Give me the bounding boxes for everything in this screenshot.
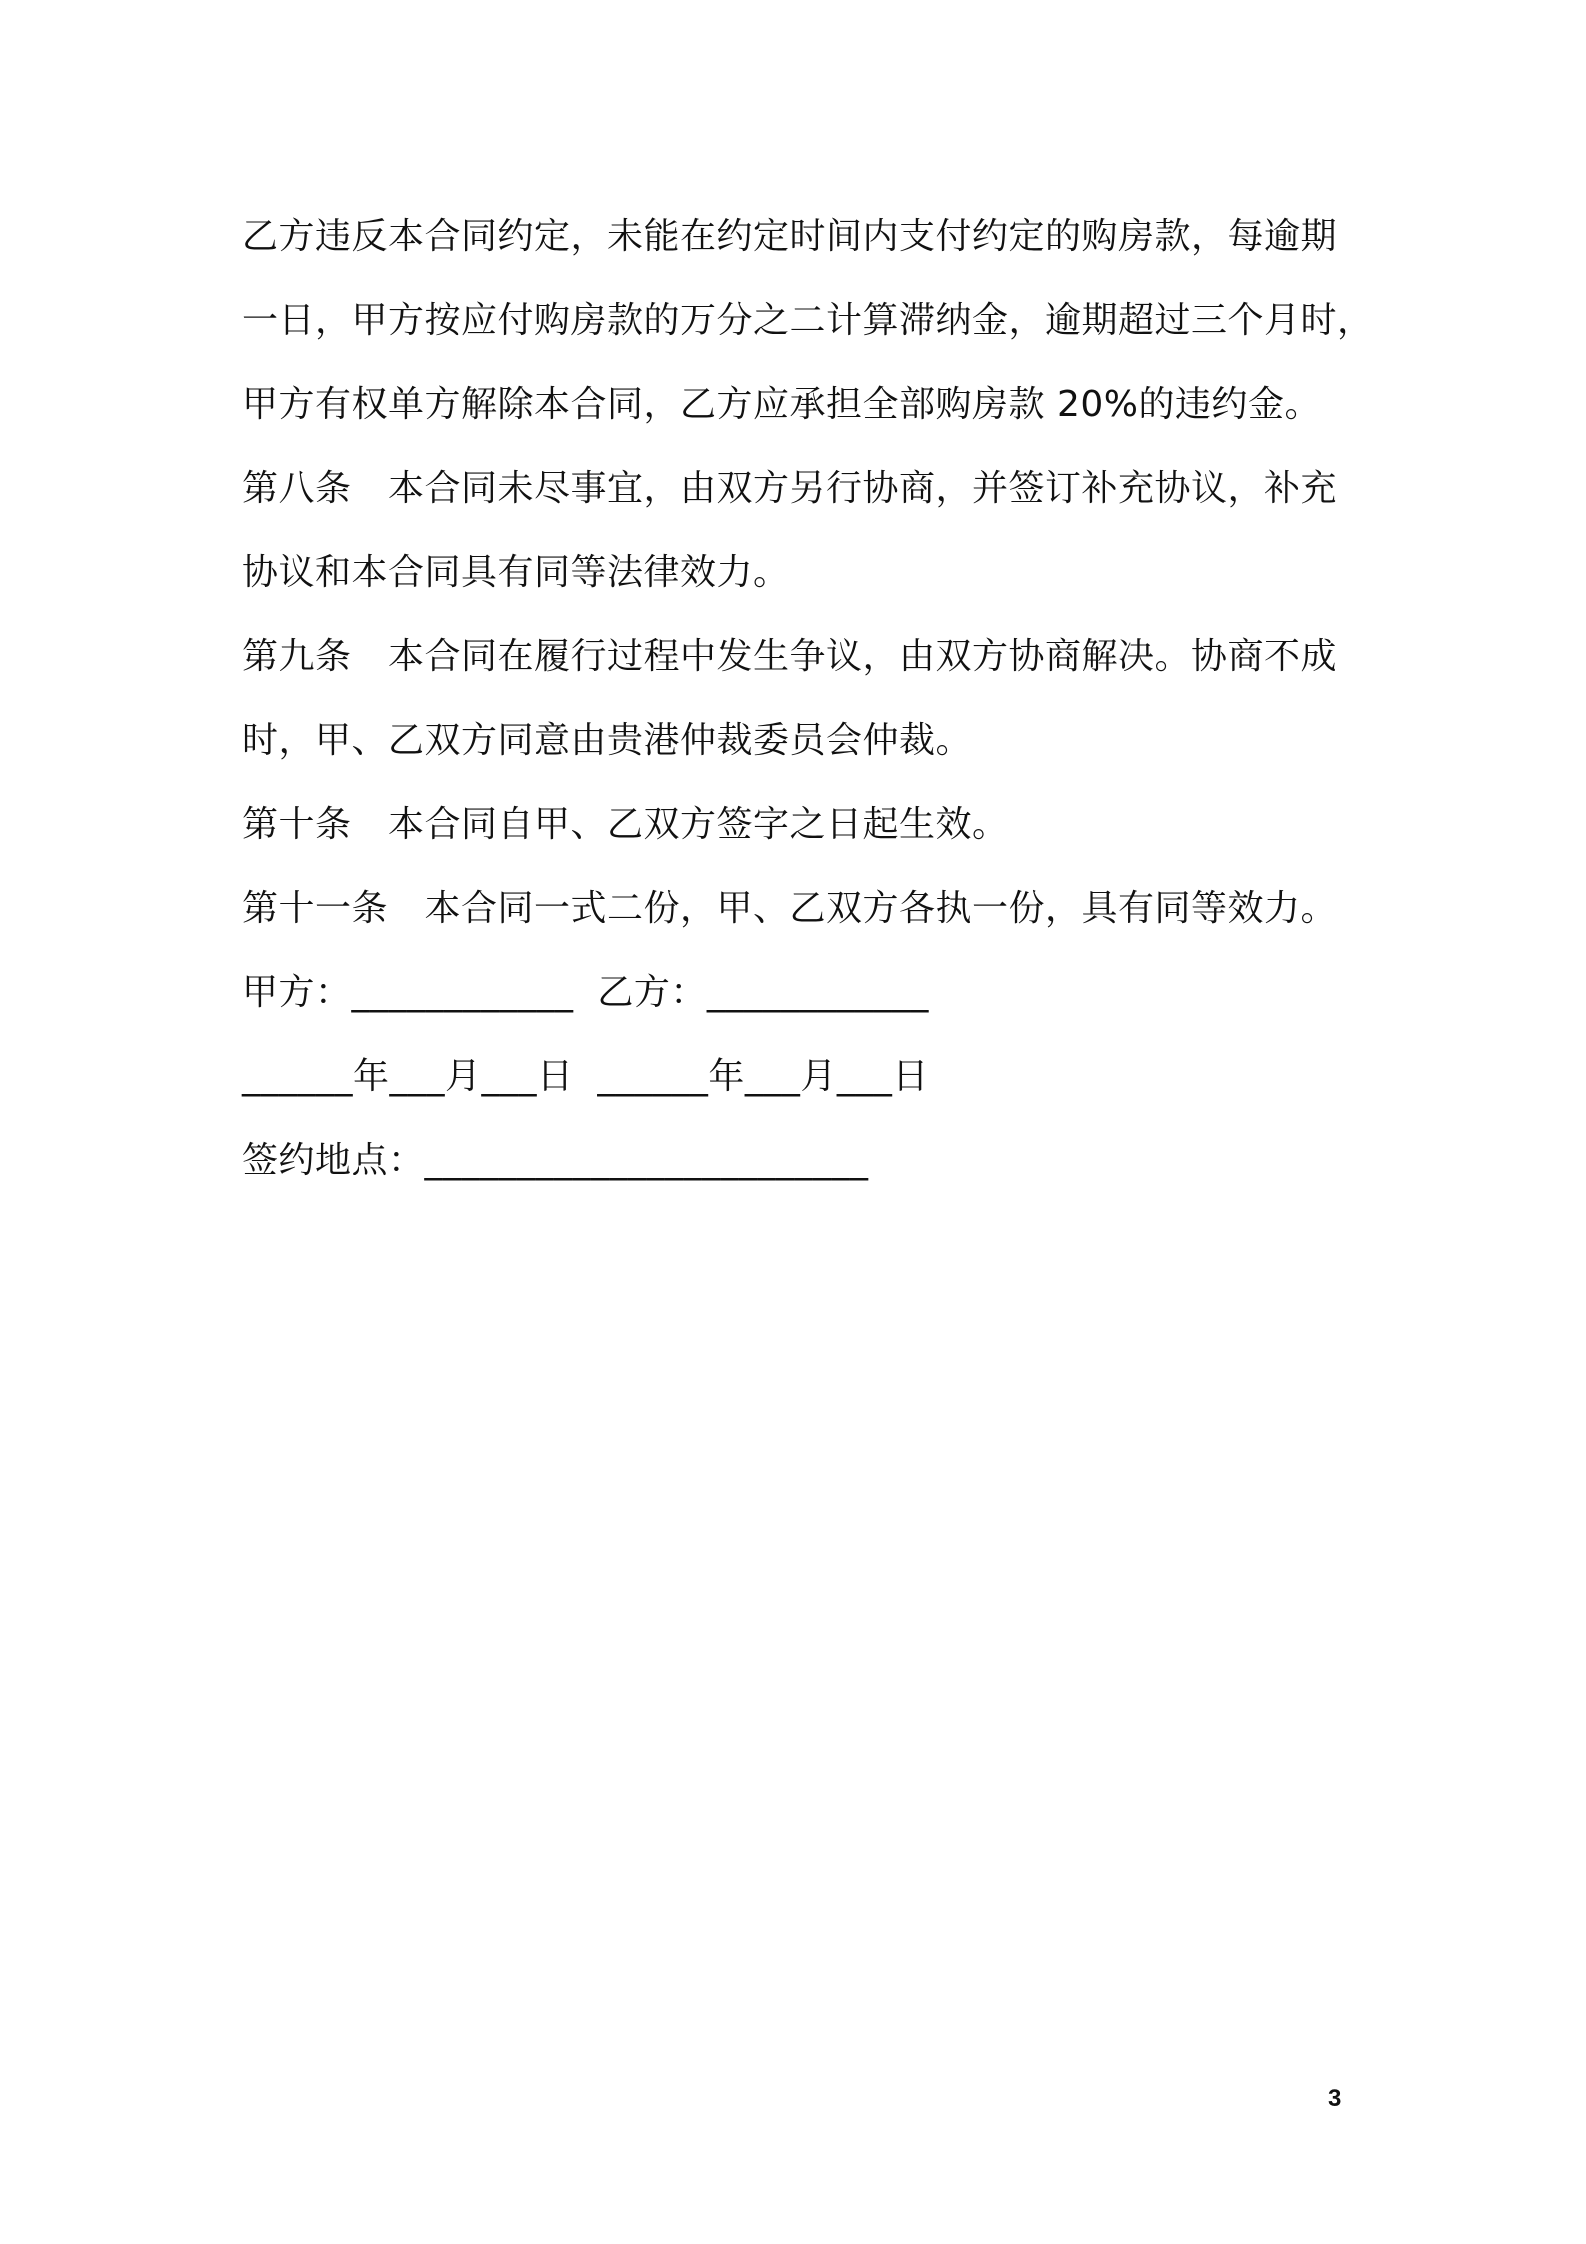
line-text: 甲方：____________ 乙方：____________ bbox=[242, 972, 929, 1013]
line-text: 第九条 本合同在履行过程中发生争议，由双方协商解决。协商不成 bbox=[242, 636, 1338, 677]
line-text: 时，甲、乙双方同意由贵港仲裁委员会仲裁。 bbox=[242, 720, 973, 761]
contract-body bbox=[242, 195, 1372, 1203]
article-eleven-line bbox=[242, 867, 1372, 951]
line-text: 第十条 本合同自甲、乙双方签字之日起生效。 bbox=[242, 804, 1009, 845]
paragraph-line bbox=[242, 699, 1372, 783]
party-signature-line bbox=[242, 951, 1372, 1035]
line-text: 一日，甲方按应付购房款的万分之二计算滞纳金，逾期超过三个月时， bbox=[242, 300, 1374, 341]
line-text: 第十一条 本合同一式二份，甲、乙双方各执一份，具有同等效力。 bbox=[242, 888, 1338, 929]
paragraph-line bbox=[242, 531, 1372, 615]
article-ten-line bbox=[242, 783, 1372, 867]
date-signature-line bbox=[242, 1035, 1372, 1119]
line-text: 协议和本合同具有同等法律效力。 bbox=[242, 552, 790, 593]
article-nine-line bbox=[242, 615, 1372, 699]
paragraph-line bbox=[242, 279, 1372, 363]
line-text: ______年___月___日 ______年___月___日 bbox=[242, 1056, 929, 1097]
article-eight-line bbox=[242, 447, 1372, 531]
line-text: 第八条 本合同未尽事宜，由双方另行协商，并签订补充协议，补充 bbox=[242, 468, 1338, 509]
line-text: 乙方违反本合同约定，未能在约定时间内支付约定的购房款，每逾期 bbox=[242, 216, 1338, 257]
signing-place-line bbox=[242, 1119, 1372, 1203]
line-text: 签约地点：________________________ bbox=[242, 1140, 869, 1181]
paragraph-line bbox=[242, 195, 1372, 279]
line-text: 甲方有权单方解除本合同，乙方应承担全部购房款 20%的违约金。 bbox=[242, 384, 1321, 425]
page-number: 3 bbox=[1328, 2085, 1342, 2112]
paragraph-line bbox=[242, 363, 1372, 447]
